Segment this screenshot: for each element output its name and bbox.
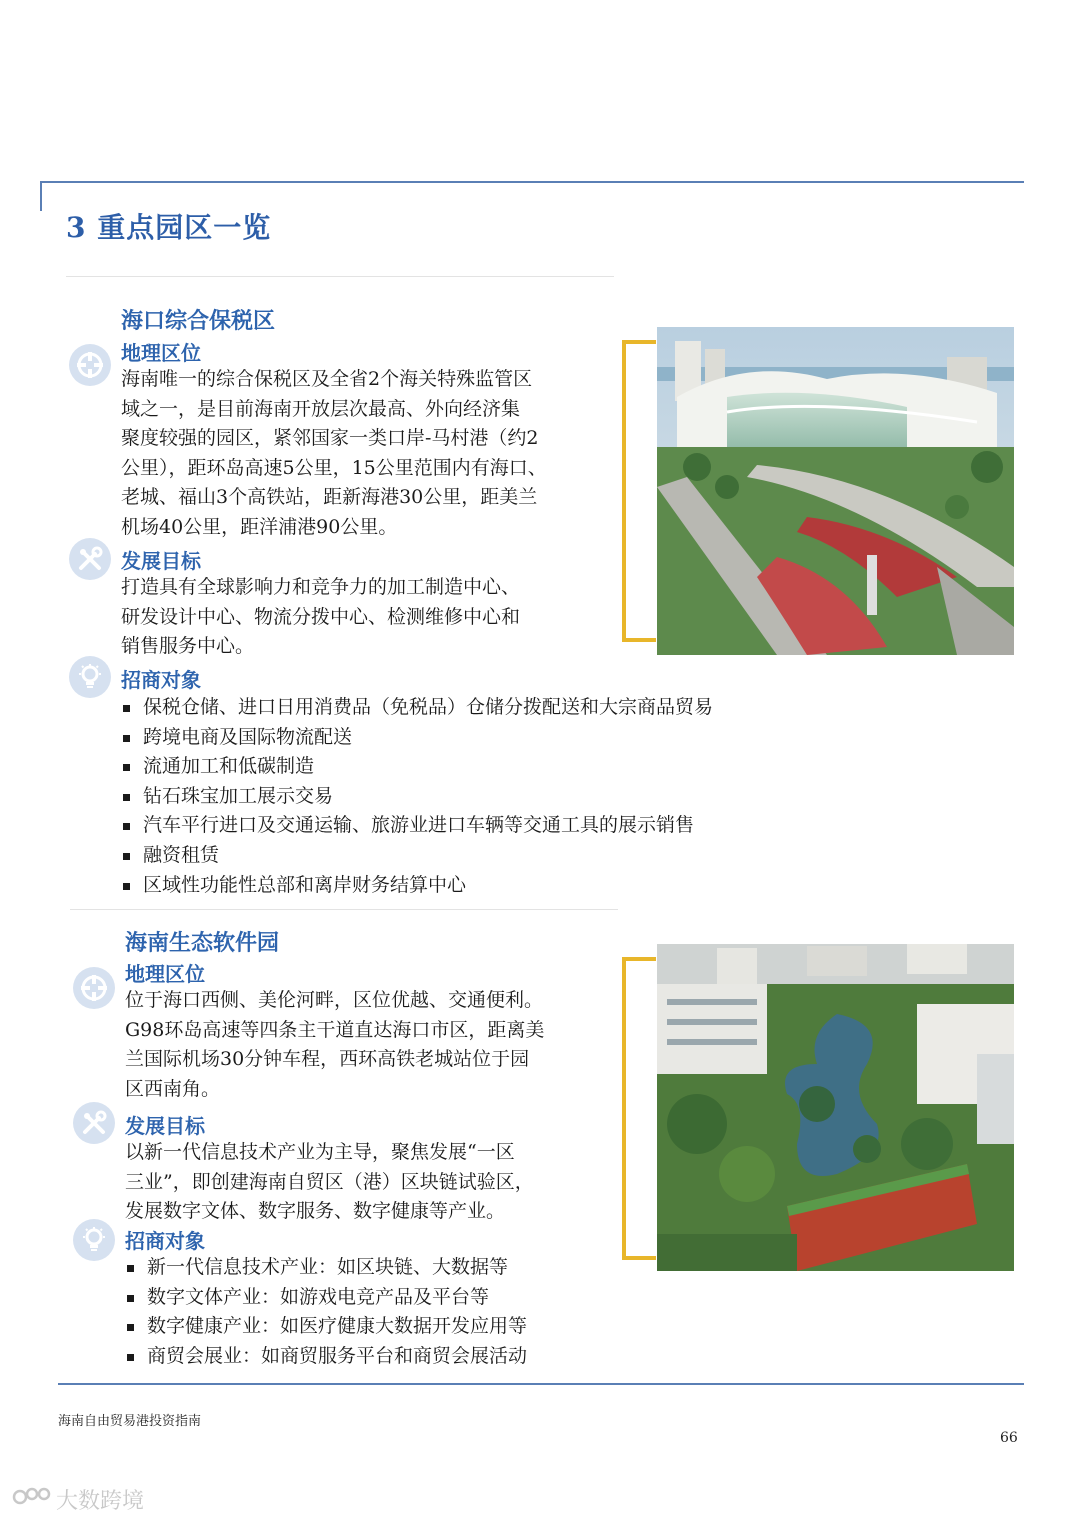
goal-heading: 发展目标: [121, 549, 201, 573]
divider: [70, 909, 618, 910]
location-text: [121, 365, 611, 543]
section-title: 3 重点园区一览: [66, 211, 272, 244]
top-rule-tick: [40, 181, 42, 211]
software-park-photo: [657, 944, 1014, 1271]
list-item: 商贸会展业：如商贸服务平台和商贸会展活动: [125, 1342, 527, 1372]
photo-bracket: [622, 957, 656, 1260]
divider: [66, 276, 614, 277]
tools-icon: [73, 1102, 115, 1144]
list-item: 新一代信息技术产业：如区块链、大数据等: [125, 1253, 527, 1283]
text-line: 发展数字文体、数字服务、数字健康等产业。: [125, 1200, 506, 1223]
text-line: 位于海口西侧、美伦河畔，区位优越、交通便利。: [125, 989, 544, 1011]
location-text: [125, 986, 615, 1104]
text-line: 以新一代信息技术产业为主导，聚焦发展“一区: [125, 1141, 515, 1163]
bonded-zone-photo: [657, 327, 1014, 655]
text-line: 聚度较强的园区，紧邻国家一类口岸-马村港（约2: [121, 427, 539, 450]
text-line: G98环岛高速等四条主干道直达海口市区，距离美: [125, 1018, 545, 1041]
goal-text: [121, 573, 611, 662]
text-line: 三业”，即创建海南自贸区（港）区块链试验区，: [125, 1170, 534, 1193]
watermark: [12, 1484, 144, 1515]
location-crosshair-icon: [73, 967, 115, 1009]
list-item: 区域性功能性总部和离岸财务结算中心: [121, 871, 713, 901]
list-item: 流通加工和低碳制造: [121, 752, 713, 782]
targets-list: [121, 693, 713, 900]
list-item: 融资租赁: [121, 841, 713, 871]
text-line: 兰国际机场30分钟车程，西环高铁老城站位于园: [125, 1048, 530, 1071]
footer-title: 海南自由贸易港投资指南: [58, 1414, 202, 1429]
location-heading: 地理区位: [121, 341, 201, 365]
text-line: 老城、福山3个高铁站，距新海港30公里，距美兰: [121, 486, 538, 509]
goal-heading: 发展目标: [125, 1114, 205, 1138]
list-item: 钻石珠宝加工展示交易: [121, 782, 713, 812]
text-line: 公里），距环岛高速5公里，15公里范围内有海口、: [121, 456, 547, 479]
watermark-text: 大数跨境: [56, 1489, 145, 1514]
text-line: 机场40公里，距洋浦港90公里。: [121, 515, 398, 538]
park-name: 海南生态软件园: [125, 930, 280, 956]
location-crosshair-icon: [69, 344, 111, 386]
list-item: 汽车平行进口及交通运输、旅游业进口车辆等交通工具的展示销售: [121, 811, 713, 841]
photo-bracket: [622, 340, 656, 642]
text-line: 海南唯一的综合保税区及全省2个海关特殊监管区: [121, 368, 533, 390]
tools-icon: [69, 538, 111, 580]
list-item: 数字文体产业：如游戏电竞产品及平台等: [125, 1283, 527, 1313]
targets-heading: 招商对象: [125, 1229, 205, 1253]
lightbulb-icon: [73, 1219, 115, 1261]
lightbulb-icon: [69, 656, 111, 698]
page-number: 66: [1000, 1430, 1018, 1446]
text-line: 销售服务中心。: [121, 635, 255, 658]
targets-list: [125, 1253, 527, 1371]
top-rule: [42, 181, 1024, 183]
targets-heading: 招商对象: [121, 668, 201, 692]
text-line: 域之一，是目前海南开放层次最高、外向经济集: [121, 397, 521, 420]
goal-text: [125, 1138, 615, 1227]
park-name: 海口综合保税区: [121, 308, 276, 334]
text-line: 打造具有全球影响力和竞争力的加工制造中心、: [121, 576, 521, 598]
text-line: 研发设计中心、物流分拨中心、检测维修中心和: [121, 605, 521, 628]
watermark-logo-icon: [12, 1486, 52, 1514]
list-item: 数字健康产业：如医疗健康大数据开发应用等: [125, 1312, 527, 1342]
location-heading: 地理区位: [125, 962, 205, 986]
text-line: 区西南角。: [125, 1077, 221, 1100]
list-item: 保税仓储、进口日用消费品（免税品）仓储分拨配送和大宗商品贸易: [121, 693, 713, 723]
list-item: 跨境电商及国际物流配送: [121, 723, 713, 753]
bottom-rule: [58, 1383, 1024, 1385]
